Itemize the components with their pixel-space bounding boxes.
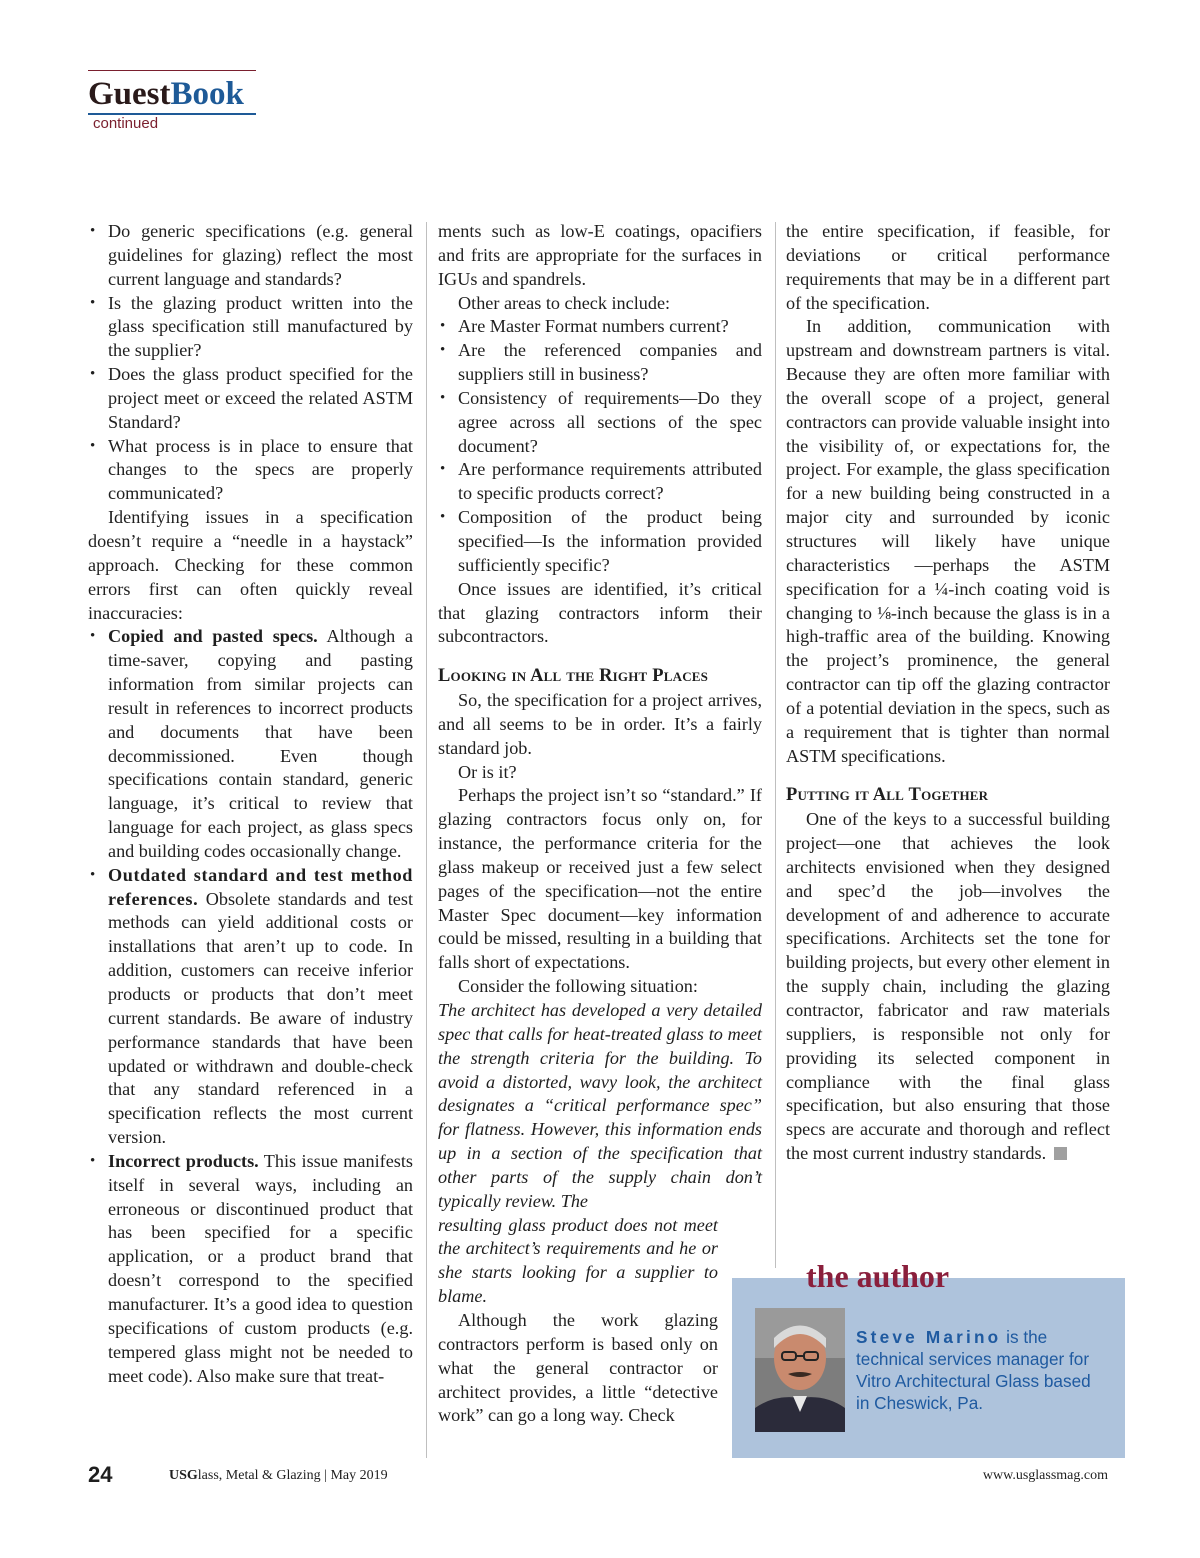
list-item: • Are Master Format numbers current? [438, 315, 762, 339]
list-item: • What process is in place to ensure that changes to the specs are properly communicated? [88, 435, 413, 507]
list-item-body: This issue manifests itself in several ways, including an erroneous or discontinued product that has been specified for a specific application, or a product brand that doesn’t correspond to the specified manufacturer. It’s a good idea to question specifications of custom products (e.g. tempered glass might not be needed to meet code). Also make sure that treat- [108, 1150, 413, 1386]
list-item-heading: Copied and pasted specs. [108, 626, 318, 647]
section-title: GuestBook [88, 76, 244, 112]
author-name: Steve Marino [856, 1327, 1002, 1347]
author-heading: the author [806, 1258, 950, 1294]
paragraph: Once issues are identified, it’s critical that glazing contractors inform their subcontractors. [438, 578, 762, 647]
paragraph: ments such as low-E coatings, opacifiers and frits are appropriate for the surfaces in IGUs and spandrels. [438, 221, 762, 289]
article-column-1 [88, 220, 413, 1388]
paragraph: So, the specification for a project arrives, and all seems to be in order. It’s a fairly standard job. [438, 690, 762, 758]
list-item: • Composition of the product being specified—Is the information provided sufficiently specific? [438, 506, 762, 578]
column-divider-1 [426, 222, 427, 1458]
section-header [88, 70, 258, 133]
publication-name: USGlass, Metal & Glazing | May 2019 [169, 1468, 388, 1483]
column-divider-2 [775, 222, 776, 1268]
list-item [88, 864, 413, 1150]
paragraph: One of the keys to a successful building project—one that achieves the look architects envisioned when they designed and spec’d the job—involves the development of and adherence to accurate specifications. Architects set the tone for building projects, but every other element in the supply chain, including the glazing contractor, fabricator and raw materials suppliers, is responsible not only for providing its selected component in compliance with the final glass specification, but also ensuring that those specs are accurate and thorough and reflect the most current industry standards. [786, 809, 1110, 1164]
subheading: Putting it All Together [786, 785, 989, 806]
paragraph: the entire specification, if feasible, for deviations or critical performance requirements that may be in a different part of the specification. [786, 221, 1110, 313]
author-description: is the technical services manager for Vitro Architectural Glass based in Cheswick, Pa. [856, 1327, 1091, 1413]
paragraph: Consider the following situation: [458, 976, 698, 997]
list-item-body: Although a time-saver, copying and pasting information from similar projects can result in references to incorrect products and documents that have been decommissioned. Even though specifications contain standard, generic language, it’s critical to review that language for each project, as glass specs and building codes occasionally change. [108, 626, 414, 861]
list-item-heading: Outdated standard and test method references. [108, 864, 413, 909]
error-list [88, 625, 413, 1388]
list-item-heading: Incorrect products. [108, 1150, 259, 1171]
paragraph: Perhaps the project isn’t so “standard.” If glazing contractors focus only on, for instance, the performance criteria for the glass makeup or received just a few select pages of the specification—not the entire Master Spec document—key information could be missed, resulting in a building that falls short of expectations. [438, 785, 762, 973]
paragraph: Other areas to check include: [458, 292, 671, 313]
author-portrait-icon [755, 1308, 845, 1432]
list-item: • Do generic specifications (e.g. general guidelines for glazing) reflect the most current language and standards? [88, 220, 413, 292]
list-item [88, 1150, 413, 1388]
author-photo [755, 1308, 845, 1432]
paragraph: Identifying issues in a specification doesn’t require a “needle in a haystack” approach. Checking for these common errors first can often quickly reveal inaccuracies: [88, 507, 413, 623]
list-item: • Are performance requirements attributed to specific products correct? [438, 458, 762, 506]
paragraph: In addition, communication with upstream and downstream partners is vital. Because they are often more familiar with the overall scope of a project, general contractors can provide valuable insight into the visibility of, or expectations for, the project. For example, the glass specification for a new building being constructed in a major city and surrounded by iconic structures will likely have unique characteristics —perhaps the ASTM specification for a ¼-inch coating void is changing to ⅛-inch because the glass is in a high-traffic area of the building. Knowing the project’s prominence, the general contractor can tip off the glazing contractor of a potential deviation in the specs, such as a requirement that is tighter than normal ASTM specifications. [786, 316, 1110, 766]
section-continued-label: continued [93, 114, 159, 132]
list-item-body: Obsolete standards and test methods can yield additional costs or installations that aren’t up to code. In addition, customers can receive inferior products or products that don’t meet current standards. Be aware of industry performance standards that have been updated or withdrawn and double-check that any standard referenced in a specification reflects the most current version. [108, 888, 413, 1148]
subheading: Looking in All the Right Places [438, 666, 709, 687]
paragraph: Although the work glazing contractors perform is based only on what the general contractor or architect provides, a little “detective work” can go a long way. Check [438, 1309, 718, 1426]
header-top-rule [88, 70, 256, 71]
page-number: 24 [88, 1462, 113, 1487]
footer-separator: | [324, 1468, 327, 1483]
end-of-article-mark [1054, 1147, 1067, 1160]
issue-date: May 2019 [330, 1468, 388, 1483]
article-column-2 [438, 220, 762, 1428]
website-link[interactable]: www.usglassmag.com [982, 1468, 1108, 1483]
list-item: • Are the referenced companies and suppliers still in business? [438, 339, 762, 387]
scenario-paragraph: The architect has developed a very detailed spec that calls for heat-treated glass to meet the strength criteria for the building. To avoid a distorted, wavy look, the architect designates a “critical performance spec” for flatness. However, this information ends up in a section of the specification that other parts of the supply chain don’t typically review. The [438, 1000, 762, 1211]
check-list [438, 315, 762, 577]
list-item: • Does the glass product specified for the project meet or exceed the related ASTM Standard? [88, 363, 413, 435]
scenario-paragraph-cont: resulting glass product does not meet the architect’s requirements and he or she starts looking for a supplier to blame. [438, 1214, 718, 1307]
list-item [88, 625, 413, 863]
question-list [88, 220, 413, 506]
list-item: • Consistency of requirements—Do they agree across all sections of the spec document? [438, 387, 762, 459]
page-footer [88, 1462, 1112, 1492]
paragraph: Or is it? [458, 761, 517, 782]
article-column-3 [786, 220, 1110, 1166]
author-bio [856, 1326, 1106, 1414]
list-item: • Is the glazing product written into the glass specification still manufactured by the supplier? [88, 292, 413, 364]
